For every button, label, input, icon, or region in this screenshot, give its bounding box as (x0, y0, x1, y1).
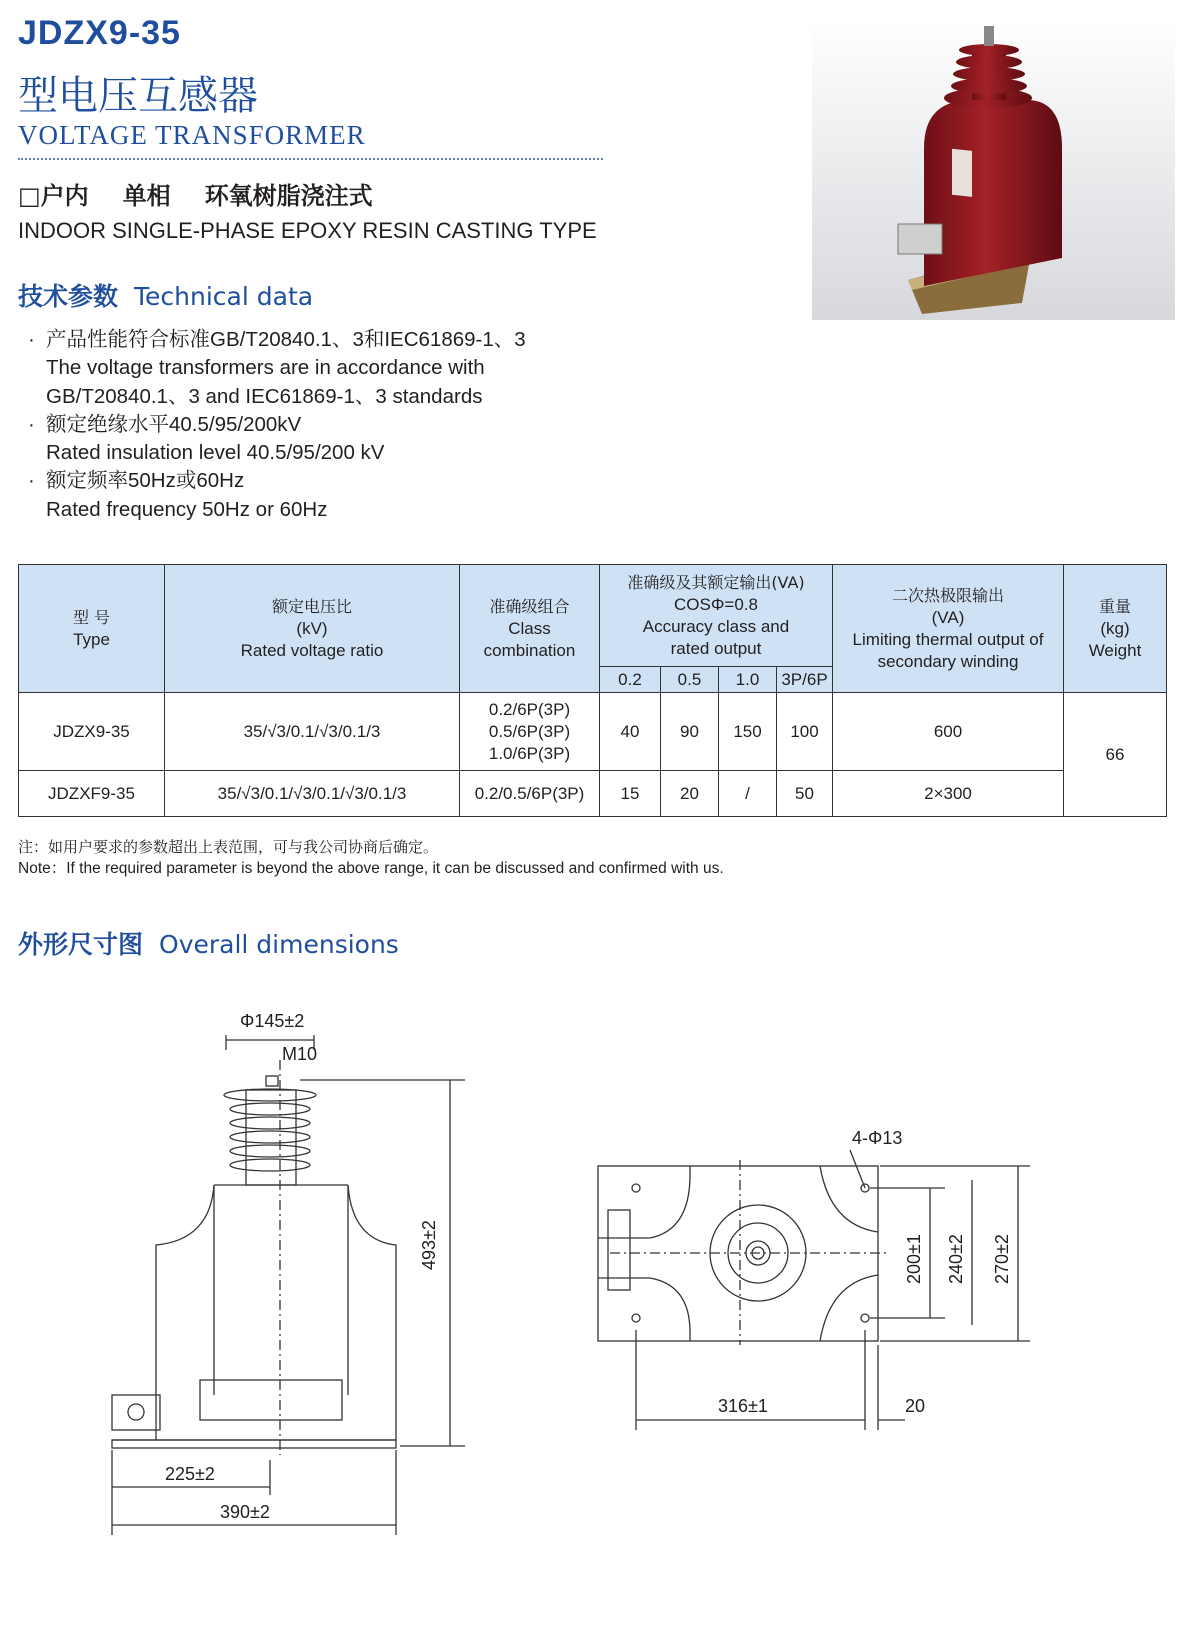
header-sub-1.0: 1.0 (719, 667, 777, 693)
header-type: 型 号 Type (19, 565, 165, 693)
cell-a3p: 100 (777, 693, 833, 771)
cell-thermal: 600 (833, 693, 1064, 771)
dim-bolt: M10 (282, 1044, 318, 1064)
dim-edge: 20 (905, 1396, 926, 1416)
dim-base-width: 390±2 (220, 1502, 270, 1522)
cell-a10: 150 (719, 693, 777, 771)
dim-hole-spacing-b: 240±2 (946, 1234, 966, 1284)
cell-class: 0.2/6P(3P) 0.5/6P(3P) 1.0/6P(3P) (460, 693, 600, 771)
dim-top-diameter: Φ145±2 (240, 1011, 305, 1031)
cell-thermal: 2×300 (833, 771, 1064, 817)
header-ratio: 额定电压比 (kV) Rated voltage ratio (165, 565, 460, 693)
header-weight: 重量 (kg) Weight (1064, 565, 1167, 693)
subtitle-part: 环氧树脂浇注式 (204, 182, 373, 210)
cell-a10: / (719, 771, 777, 817)
dim-hole-span: 316±1 (718, 1396, 768, 1416)
cell-a05: 90 (661, 693, 719, 771)
cell-type: JDZX9-35 (19, 693, 165, 771)
bullet-en: GB/T20840.1、3 and IEC61869-1、3 standards (46, 384, 483, 408)
cell-ratio: 35/√3/0.1/√3/0.1/3 (165, 693, 460, 771)
header-accuracy: 准确级及其额定输出(VA) COSΦ=0.8 Accuracy class and rated output (600, 565, 833, 667)
cell-a05: 20 (661, 771, 719, 817)
header-thermal: 二次热极限输出 (VA) Limiting thermal output of secondary winding (833, 565, 1064, 693)
header-sub-0.2: 0.2 (600, 667, 661, 693)
bullet-cn: · 额定频率50Hz或60Hz (28, 467, 526, 495)
bullet-en: Rated insulation level 40.5/95/200 kV (46, 441, 385, 465)
model-number: JDZX9-35 (18, 14, 181, 52)
technical-heading-en: Technical data (134, 282, 314, 311)
bullet-cn: · 额定绝缘水平40.5/95/200kV (28, 411, 526, 439)
dim-base-offset: 225±2 (165, 1464, 215, 1484)
bullet-en: Rated frequency 50Hz or 60Hz (46, 497, 328, 521)
dimensions-heading-en: Overall dimensions (159, 930, 399, 959)
header-sub-0.5: 0.5 (661, 667, 719, 693)
dimensions-heading-cn: 外形尺寸图 (18, 930, 144, 959)
cell-a02: 15 (600, 771, 661, 817)
cell-class: 0.2/0.5/6P(3P) (460, 771, 600, 817)
subtitle-part: □户内 (18, 182, 89, 210)
note-cn: 注：如用户要求的参数超出上表范围，可与我公司协商后确定。 (18, 838, 439, 856)
header-class: 准确级组合 Class combination (460, 565, 600, 693)
bullet-en: The voltage transformers are in accordance with (46, 356, 485, 380)
subtitle-part: 单相 (122, 182, 171, 210)
dim-holes: 4-Φ13 (852, 1128, 903, 1148)
cell-weight: 66 (1064, 693, 1167, 817)
subtitle-english: INDOOR SINGLE-PHASE EPOXY RESIN CASTING TYPE (18, 218, 597, 243)
note-en: Note：If the required parameter is beyond the above range, it can be discussed and confirmed with us. (18, 860, 724, 877)
header-sub-3p6p: 3P/6P (777, 667, 833, 693)
cell-type: JDZXF9-35 (19, 771, 165, 817)
dim-depth: 270±2 (992, 1234, 1012, 1284)
title-chinese: 型电压互感器 (18, 73, 258, 119)
title-english: VOLTAGE TRANSFORMER (18, 120, 366, 150)
cell-a3p: 50 (777, 771, 833, 817)
dim-height: 493±2 (419, 1220, 439, 1270)
technical-heading-cn: 技术参数 (18, 282, 119, 311)
cell-ratio: 35/√3/0.1/√3/0.1/√3/0.1/3 (165, 771, 460, 817)
bullet-cn: · 产品性能符合标准GB/T20840.1、3和IEC61869-1、3 (28, 326, 526, 354)
cell-a02: 40 (600, 693, 661, 771)
dim-hole-spacing-a: 200±1 (904, 1234, 924, 1284)
